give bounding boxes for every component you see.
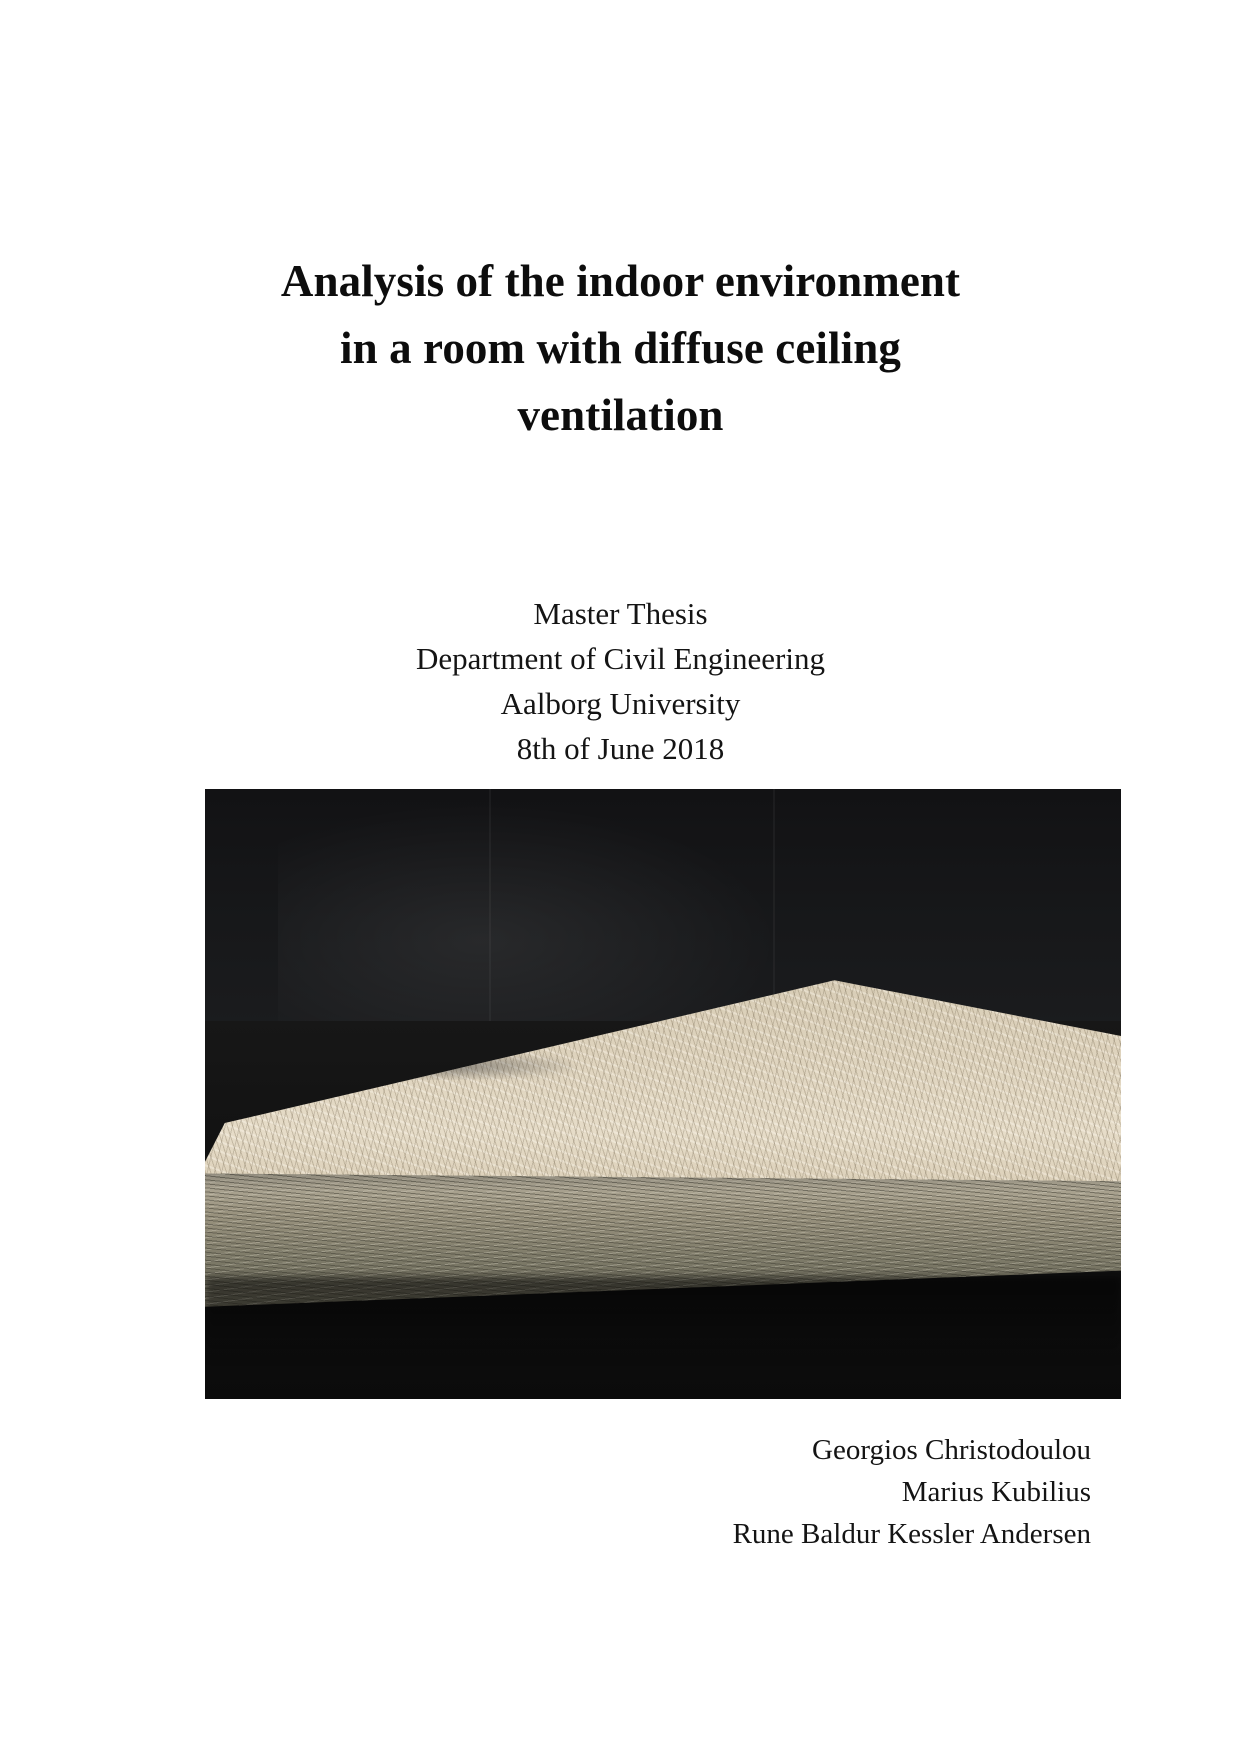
photo-panel-shadow [205,1277,1121,1362]
cover-photo-illustration [205,789,1121,1399]
cover-image [205,789,1121,1399]
author-1: Georgios Christodoulou [812,1434,1091,1466]
author-2: Marius Kubilius [901,1476,1091,1508]
page-title [150,248,1091,449]
thesis-metadata [150,591,1091,771]
meta-department: Department of Civil Engineering [416,641,825,676]
title-line-1: Analysis of the indoor environment [280,256,961,306]
meta-document-type: Master Thesis [533,596,708,631]
meta-university: Aalborg University [500,686,741,721]
authors-list [150,1429,1091,1555]
title-line-3: ventilation [517,390,724,440]
author-3: Rune Baldur Kessler Andersen [732,1518,1091,1550]
title-line-2: in a room with diffuse ceiling [340,323,901,373]
meta-date: 8th of June 2018 [516,731,725,766]
photo-wall-highlight [278,801,782,1033]
